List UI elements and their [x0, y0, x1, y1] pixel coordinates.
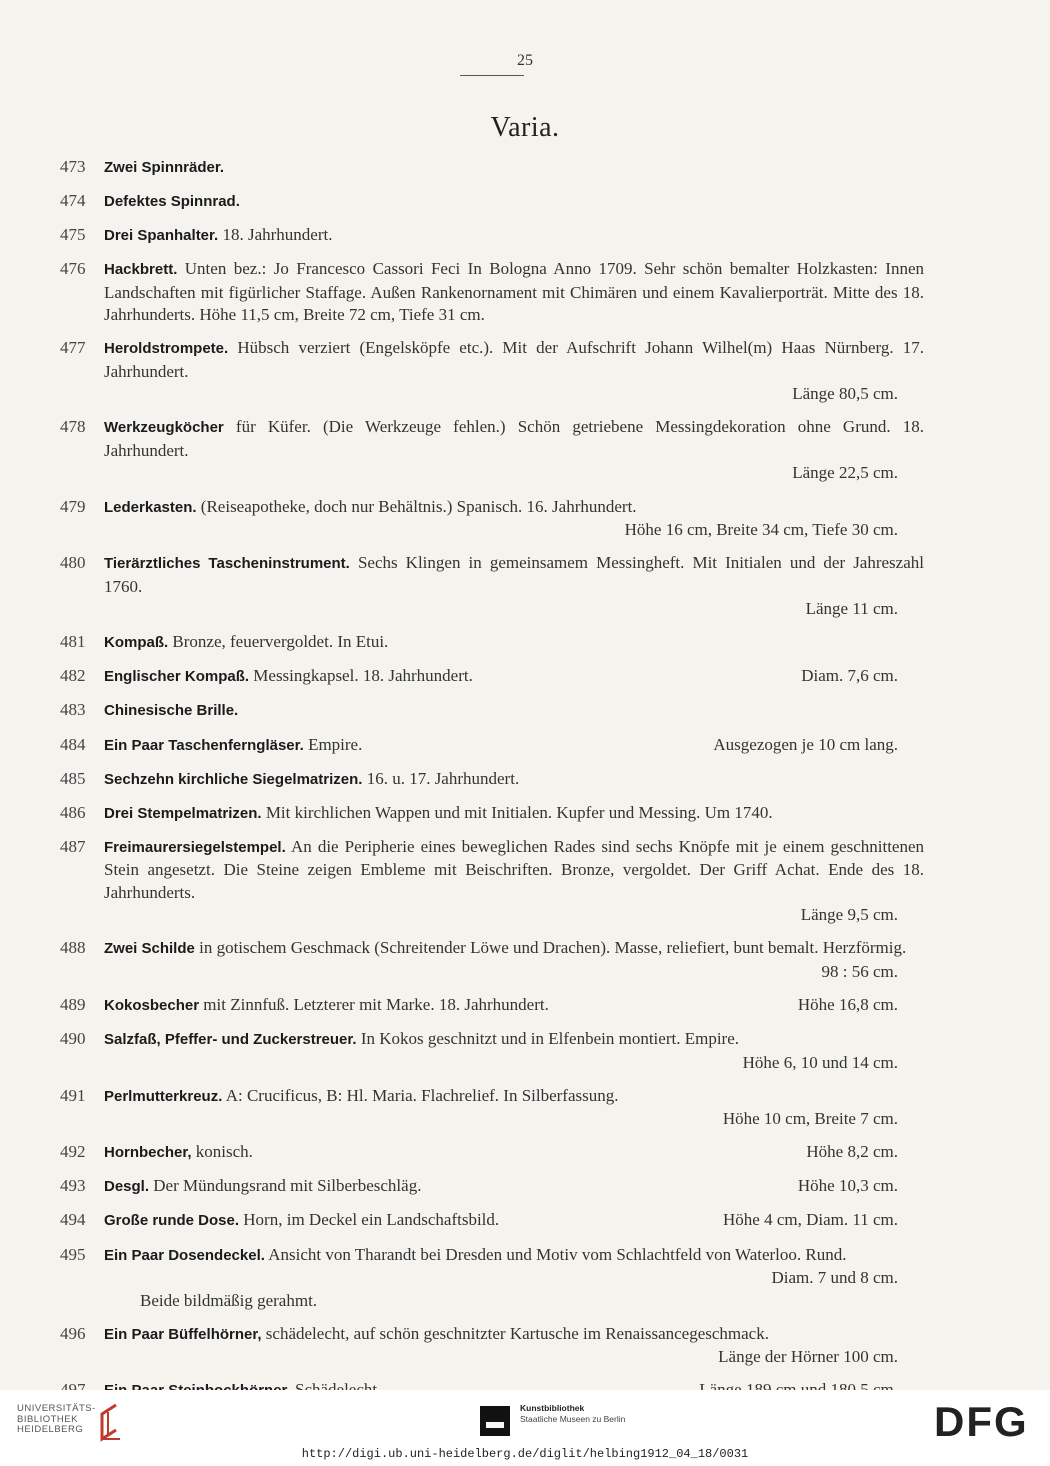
entry-title: Kompaß.	[104, 634, 169, 652]
section-title: Varia.	[490, 112, 560, 143]
catalog-entry	[0, 337, 1050, 406]
kunstbibliothek-logo-icon	[478, 1404, 512, 1438]
entry-description: mit Zinnfuß. Letzterer mit Marke. 18. Jahrhundert.	[203, 995, 549, 1014]
entry-description: (Reiseapotheke, doch nur Behältnis.) Spanisch. 16. Jahrhundert.	[200, 496, 637, 516]
entry-title: Zwei Schilde	[104, 940, 195, 958]
entry-measurement: Höhe 8,2 cm.	[806, 1142, 898, 1162]
entry-body	[104, 496, 924, 542]
footer	[0, 1390, 1050, 1466]
entry-measurement: Länge 9,5 cm.	[800, 905, 898, 925]
entry-number: 492	[60, 1142, 86, 1162]
entry-title: Englischer Kompaß.	[104, 668, 250, 686]
entry-number: 493	[60, 1176, 86, 1196]
catalog-entry	[0, 224, 1050, 248]
entry-title: Tierärztliches Tascheninstrument.	[104, 555, 350, 573]
entry-number: 482	[60, 666, 86, 686]
catalog-entry	[0, 416, 1050, 485]
entry-description: Messingkapsel. 18. Jahrhundert.	[253, 666, 473, 686]
entry-number: 489	[60, 995, 86, 1014]
entry-title: Defektes Spinnrad.	[104, 193, 240, 211]
entry-title: Desgl.	[104, 1178, 150, 1196]
entry-number: 495	[60, 1244, 86, 1264]
entry-measurement: Höhe 10,3 cm.	[797, 1176, 898, 1196]
entry-number: 481	[60, 632, 86, 652]
catalog-entry	[0, 1085, 1050, 1131]
catalog-entry	[0, 802, 1050, 826]
entry-measurement: Diam. 7 und 8 cm.	[771, 1268, 898, 1288]
entry-title: Ein Paar Dosendeckel.	[104, 1246, 265, 1264]
entry-description: In Kokos geschnitzt und in Elfenbein montiert. Empire.	[360, 1029, 739, 1049]
entry-body	[104, 416, 924, 485]
catalog-entry	[0, 699, 1050, 723]
entry-body	[104, 224, 924, 248]
entry-title: Große runde Dose.	[104, 1212, 240, 1230]
entry-title: Perlmutterkreuz.	[104, 1087, 223, 1105]
entry-body	[104, 190, 924, 214]
entry-description: 16. u. 17. Jahrhundert.	[366, 768, 520, 788]
entry-description: Horn, im Deckel ein Landschaftsbild.	[243, 1210, 500, 1230]
catalog-entry	[0, 836, 1050, 927]
entry-body	[104, 994, 924, 1018]
entry-measurement: 98 : 56 cm.	[821, 961, 898, 981]
entry-title: Werkzeugköcher	[104, 419, 224, 437]
entry-description: Sechs Klingen in gemeinsamem Messingheft. Mit Initialen und der Jahreszahl 1760.	[104, 553, 924, 596]
university-library-logo-icon	[94, 1402, 128, 1442]
entry-body	[104, 1141, 924, 1165]
entry-body	[104, 836, 924, 927]
entry-body	[104, 337, 924, 406]
entry-body	[104, 768, 924, 792]
entry-list	[0, 156, 1050, 1413]
catalog-entry	[0, 156, 1050, 180]
entry-measurement: Höhe 6, 10 und 14 cm.	[742, 1052, 898, 1072]
catalog-entry	[0, 631, 1050, 655]
catalog-entry	[0, 1323, 1050, 1369]
catalog-entry	[0, 994, 1050, 1018]
entry-description: A: Crucificus, B: Hl. Maria. Flachrelief. In Silberfassung.	[225, 1085, 619, 1105]
entry-description: 18. Jahrhundert.	[222, 225, 333, 245]
entry-measurement: Höhe 16 cm, Breite 34 cm, Tiefe 30 cm.	[624, 520, 898, 540]
catalog-entry	[0, 1244, 1050, 1313]
catalog-entry	[0, 1028, 1050, 1074]
catalog-entry	[0, 1141, 1050, 1165]
page-number: 25	[517, 52, 533, 69]
catalog-entry	[0, 937, 1050, 983]
entry-number: 476	[60, 259, 86, 279]
entry-body	[104, 734, 924, 758]
entry-body	[104, 156, 924, 180]
catalog-entry	[0, 258, 1050, 327]
entry-description: konisch.	[195, 1142, 253, 1162]
entry-title: Heroldstrompete.	[104, 340, 229, 358]
catalog-entry	[0, 190, 1050, 214]
entry-title: Sechzehn kirchliche Siegelmatrizen.	[104, 770, 363, 788]
entry-title: Salzfaß, Pfeffer- und Zuckerstreuer.	[104, 1031, 357, 1049]
entry-description: Bronze, feuervergoldet. In Etui.	[172, 632, 389, 652]
entry-number: 478	[60, 417, 86, 437]
entry-title: Drei Spanhalter.	[104, 227, 219, 245]
page-number-rule	[460, 75, 524, 76]
entry-number: 496	[60, 1323, 86, 1343]
university-library-logo-text: UNIVERSITÄTS- BIBLIOTHEK HEIDELBERG	[17, 1403, 96, 1435]
entry-number: 477	[60, 338, 86, 358]
entry-title: Hackbrett.	[104, 261, 178, 279]
dfg-logo: DFG	[934, 1398, 1029, 1445]
entry-body	[104, 699, 924, 723]
entry-number: 479	[60, 496, 86, 516]
entry-description: Ansicht von Tharandt bei Dresden und Motiv vom Schlachtfeld von Waterloo. Rund.	[268, 1244, 847, 1264]
entry-description: für Küfer. (Die Werkzeuge fehlen.) Schön getriebene Messingdekoration ohne Grund. 18. Jahrhundert.	[104, 417, 924, 460]
entry-number: 475	[60, 225, 86, 245]
entry-title: Chinesische Brille.	[104, 702, 239, 720]
entry-title: Kokosbecher	[104, 997, 200, 1014]
entry-number: 484	[60, 734, 86, 754]
catalog-entry	[0, 1175, 1050, 1199]
entry-body	[104, 802, 924, 826]
entry-number: 485	[60, 768, 86, 788]
entry-body	[104, 937, 924, 983]
entry-description: schädelecht, auf schön geschnitzter Kartusche im Renaissancegeschmack.	[265, 1323, 769, 1343]
entry-description: An die Peripherie eines beweglichen Rades sind sechs Knöpfe mit je einem geschnittenen Stein angesetzt. Die Steine zeigen Embleme mit Beischriften. Bronze, vergoldet. Der Griff Achat. Ende des 18. Jahrhunderts.	[104, 836, 925, 902]
entry-body	[104, 631, 924, 655]
entry-body	[104, 1085, 924, 1131]
entry-measurement: Höhe 16,8 cm.	[797, 995, 898, 1014]
entry-number: 480	[60, 553, 86, 573]
entry-number: 483	[60, 700, 86, 720]
entry-body	[104, 1323, 924, 1369]
entry-body	[104, 552, 924, 621]
entry-title: Freimaurersiegelstempel.	[104, 838, 286, 856]
entry-title: Lederkasten.	[104, 498, 197, 516]
entry-title: Zwei Spinnräder.	[104, 159, 225, 176]
entry-description: Mit kirchlichen Wappen und mit Initialen. Kupfer und Messing. Um 1740.	[265, 802, 773, 822]
entry-number: 490	[60, 1029, 86, 1049]
entry-measurement: Höhe 4 cm, Diam. 11 cm.	[723, 1210, 898, 1230]
entry-number: 474	[60, 191, 86, 211]
entry-title: Ein Paar Büffelhörner,	[104, 1325, 262, 1343]
entry-description: in gotischem Geschmack (Schreitender Löwe und Drachen). Masse, reliefiert, bunt bemalt. Herzförmig.	[199, 938, 907, 958]
entry-note: Beide bildmäßig gerahmt.	[140, 1290, 318, 1310]
catalog-entry	[0, 768, 1050, 792]
entry-measurement: Diam. 7,6 cm.	[801, 666, 898, 686]
kunstbibliothek-logo-text: Kunstbibliothek Staatliche Museen zu Berlin	[520, 1403, 626, 1424]
entry-number: 473	[60, 157, 86, 176]
entry-measurement: Länge 11 cm.	[805, 599, 898, 619]
entry-measurement: Länge der Hörner 100 cm.	[718, 1347, 898, 1367]
catalog-entry	[0, 1209, 1050, 1233]
entry-number: 487	[60, 836, 86, 856]
entry-number: 491	[60, 1085, 86, 1105]
entry-number: 486	[60, 802, 86, 822]
entry-description: Hübsch verziert (Engelsköpfe etc.). Mit der Aufschrift Johann Wilhel(m) Haas Nürnberg. 17. Jahrhundert.	[104, 338, 925, 381]
catalog-entry	[0, 734, 1050, 758]
entry-measurement: Länge 80,5 cm.	[792, 384, 898, 404]
entry-number: 488	[60, 938, 86, 958]
entry-body	[104, 1028, 924, 1074]
catalog-entry	[0, 496, 1050, 542]
entry-body	[104, 258, 924, 327]
entry-title: Hornbecher,	[104, 1144, 192, 1162]
entry-description: Empire.	[308, 734, 363, 754]
entry-body	[104, 665, 924, 689]
entry-title: Ein Paar Taschenferngläser.	[104, 736, 304, 754]
entry-measurement: Höhe 10 cm, Breite 7 cm.	[722, 1109, 898, 1129]
entry-body	[104, 1244, 924, 1313]
catalog-entry	[0, 665, 1050, 689]
entry-description: Unten bez.: Jo Francesco Cassori Feci In Bologna Anno 1709. Sehr schön bemalter Holzkasten: Innen Landschaften mit figürlicher Staffage. Außen Rankenornament mit Chimären und einem Kavalierporträt. Mitte des 18. Jahrhunderts. Höhe 11,5 cm, Breite 72 cm, Tiefe 31 cm.	[104, 259, 924, 325]
entry-number: 494	[60, 1210, 86, 1230]
entry-title: Drei Stempelmatrizen.	[104, 804, 262, 822]
entry-description: Der Mündungsrand mit Silberbeschläg.	[153, 1176, 422, 1196]
catalog-entry	[0, 552, 1050, 621]
entry-body	[104, 1209, 924, 1233]
entry-measurement: Länge 22,5 cm.	[792, 463, 898, 483]
entry-measurement: Ausgezogen je 10 cm lang.	[713, 734, 898, 754]
source-url-link[interactable]: http://digi.ub.uni-heidelberg.de/diglit/helbing1912_04_18/0031	[301, 1447, 749, 1461]
entry-body	[104, 1175, 924, 1199]
